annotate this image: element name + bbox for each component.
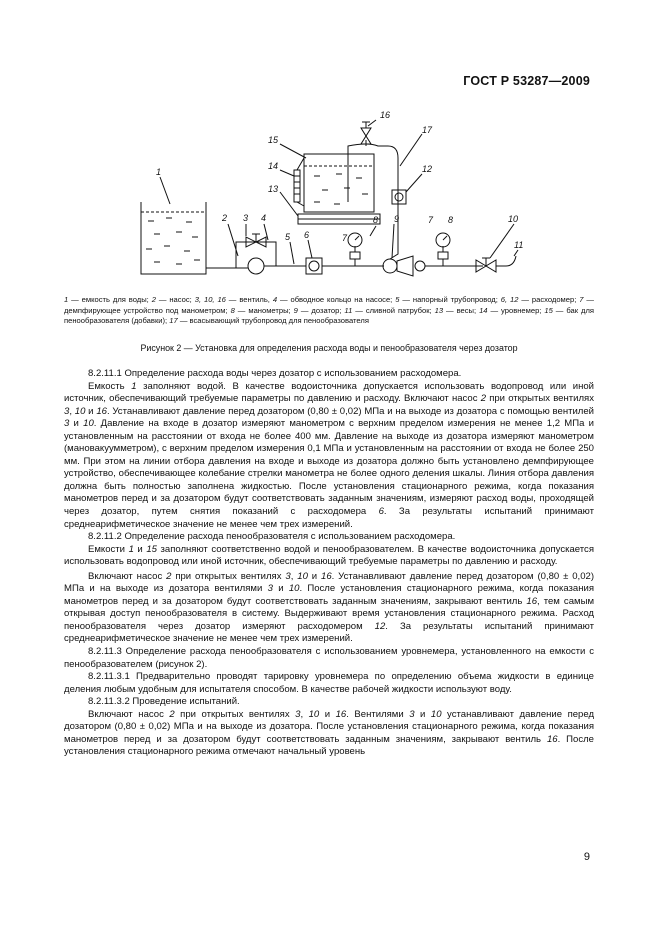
suction-pipe xyxy=(348,144,398,259)
legend-item: 4 — обводное кольцо на насосе; xyxy=(272,295,396,304)
paragraph: Емкости 1 и 15 заполняют соответственно водой и пенообразователем. В качестве водоисточника допускается использовать водопровод или иной источник, обеспечивающий требуемые параметры по давлению и расходу. xyxy=(64,543,595,568)
figure-legend xyxy=(64,295,594,327)
legend-item: 17 — всасывающий трубопровод для пенообразователя xyxy=(169,316,369,326)
legend-item: 13 — весы; xyxy=(434,305,480,315)
body-text xyxy=(64,368,594,759)
callout-10: 10 xyxy=(508,214,519,224)
callout-5: 5 xyxy=(285,232,291,242)
level-gauge xyxy=(294,170,300,202)
foam-tank xyxy=(304,154,374,212)
legend-item: 9 — дозатор; xyxy=(293,305,345,315)
pump xyxy=(248,258,264,274)
legend-item: 11 — сливной патрубок; xyxy=(344,305,435,315)
callout-13: 13 xyxy=(268,184,279,194)
paragraph: 8.2.11.3 Определение расхода пенообразователя с использованием уровнемера, установленного на емкости с пенообразователем (рисунок 2). xyxy=(64,646,594,670)
callout-8b: 8 xyxy=(448,215,454,225)
callout-11: 11 xyxy=(514,240,524,250)
callout-7: 7 xyxy=(342,233,348,243)
legend-item: 7 — демпфирующее устройство под манометром; xyxy=(64,295,595,315)
flowmeter-6 xyxy=(306,258,322,274)
standard-header: ГОСТ Р 53287—2009 xyxy=(463,74,590,88)
callout-14: 14 xyxy=(268,161,279,171)
drain-pipe xyxy=(496,256,516,266)
callout-8: 8 xyxy=(373,215,379,225)
apparatus-diagram xyxy=(118,106,538,286)
callout-1: 1 xyxy=(156,167,162,177)
flowmeter-12 xyxy=(392,190,406,204)
legend-item: 14 — уровнемер; xyxy=(479,305,545,315)
water-tank xyxy=(141,202,206,274)
legend-item: 8 — манометры; xyxy=(230,305,294,315)
paragraph: 8.2.11.1 Определение расхода воды через дозатор с использованием расходомера. xyxy=(88,368,462,379)
paragraph: 8.2.11.3.2 Проведение испытаний. xyxy=(88,696,240,708)
callout-2: 2 xyxy=(222,213,228,223)
paragraph: 8.2.11.3.1 Предварительно проводят тарировку уровнемера по определению объема жидкости в единице деления любым удобным для испытателя способом. В качестве рабочей жидкости используют воду. xyxy=(64,671,594,695)
legend-item: 2 — насос; xyxy=(151,295,195,304)
bypass-loop xyxy=(236,242,276,268)
callout-15: 15 xyxy=(268,135,279,145)
callout-17: 17 xyxy=(422,125,433,135)
legend-item: 1 — емкость для воды; xyxy=(64,295,152,304)
paragraph: Емкость 1 заполняют водой. В качестве водоисточника допускается использовать водопровод или иной источник, обеспечивающий требуемые параметры по давлению и расходу. Включают насос 2 при открытых вентилях 3, 10 и 16. Устанавливают давление перед дозатором (0,80 ± 0,02) МПа и на выходе из дозатора с помощью вентилей 3 и 10. Давление на входе в дозатор измеряют манометром с верхним пределом измерения не менее 1,2 МПа и установленным на расстоянии от входа не более 400 мм. Давление на выходе из дозатора измеряют манометром (мановакуумметром), с верхним пределом измерения 0,1 МПа и установленным на расстоянии от входа не более 250 мм. При этом на линии отбора давления на входе и выходе из дозатора должно быть установлено демпфирующее устройство, обеспечивающее колебание стрелки манометра не более одного деления шкалы. Линия отбора давления должна быть полностью заполнена жидкостью. После установления стационарного режима, когда показания манометров перед и за дозатором будут соответствовать заданным значениям, измеряют расход воды, проходящей через дозатор, путем снятия показаний с расходомера 6. За результаты испытаний принимают среднеарифметическое значение не менее чем трех измерений. xyxy=(64,380,595,530)
callout-7b: 7 xyxy=(428,215,434,225)
paragraph: Включают насос 2 при открытых вентилях 3, 10 и 16. Устанавливают давление перед дозатором (0,80 ± 0,02) МПа и на выходе из дозатора вентилями 3 и 10. После установления стационарного режима, когда показания манометров перед и за дозатором будут соответствовать заданным значениям, закрывают вентиль 16, тем самым открывая доступ пенообразователя в систему. Выдерживают время установления стационарного режима. Расход пенообразователя через дозатор измеряют расходомером 12. За результаты испытаний принимают среднеарифметическое значение не менее чем трех измерений. xyxy=(64,570,595,645)
paragraph: Включают насос 2 при открытых вентилях 3, 10 и 16. Вентилями 3 и 10 устанавливают давление перед дозатором (0,80 ± 0,02) МПа и на выходе из дозатора. После установления стационарного режима, когда показания манометров перед и за дозатором будут соответствовать заданным значениям, закрывают вентиль 16. После установления стационарного режима отмечают начальный уровень xyxy=(64,708,595,758)
legend-item: 15 — бак для пенообразователя (добавки); xyxy=(64,305,595,326)
callout-4: 4 xyxy=(261,213,267,223)
callout-16: 16 xyxy=(380,110,391,120)
figure-caption: Рисунок 2 — Установка для определения расхода воды и пенообразователя через дозатор xyxy=(140,343,518,353)
callout-12: 12 xyxy=(422,164,433,174)
callout-6: 6 xyxy=(304,230,310,240)
valve-16 xyxy=(361,128,371,136)
legend-item: 6, 12 — расходомер; xyxy=(500,295,580,304)
dispenser xyxy=(383,259,397,273)
callout-9: 9 xyxy=(394,214,400,224)
legend-item: 3, 10, 16 — вентиль, xyxy=(194,295,273,304)
page-number: 9 xyxy=(583,851,590,863)
callout-3: 3 xyxy=(243,213,249,223)
legend-item: 5 — напорный трубопровод; xyxy=(395,295,501,304)
paragraph: 8.2.11.2 Определение расхода пенообразователя с использованием расходомера. xyxy=(88,531,456,543)
